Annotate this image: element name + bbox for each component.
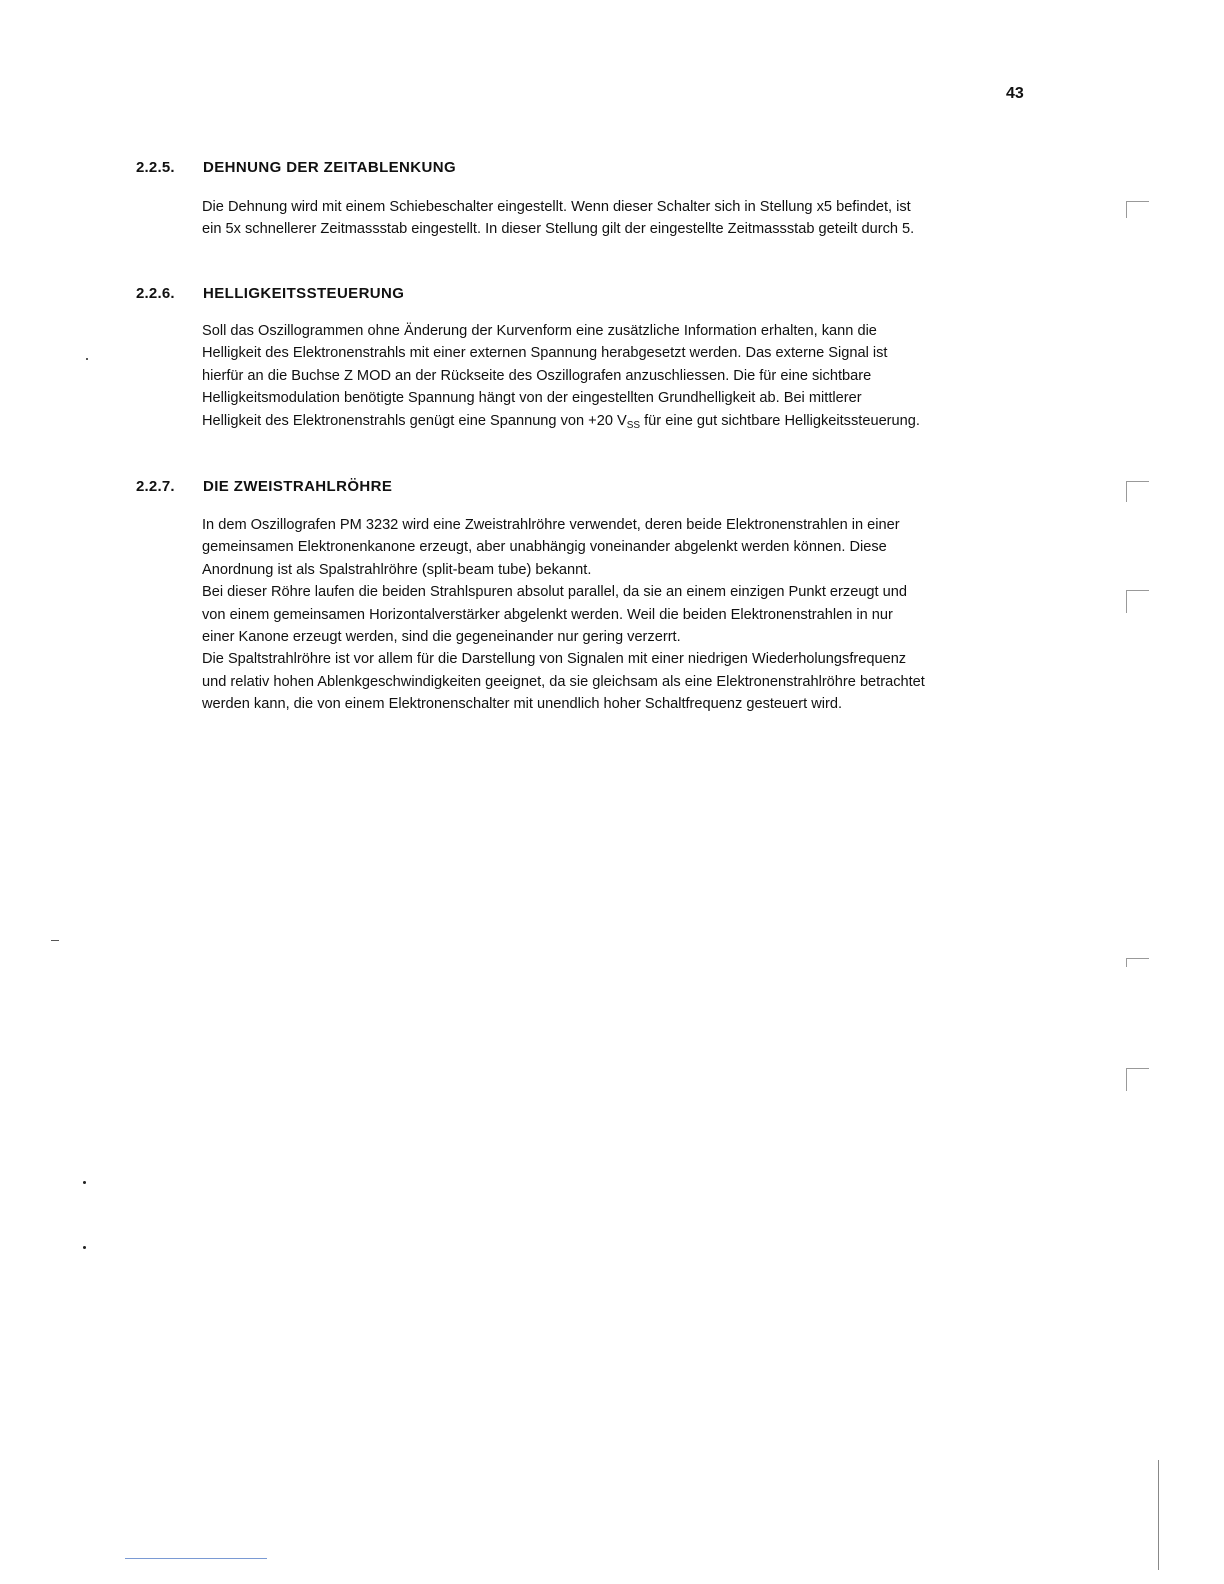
body-line: Die Dehnung wird mit einem Schiebeschalter eingestellt. Wenn dieser Schalter sich in Stellung x5 befindet, ist: [202, 199, 911, 215]
section-body: [202, 196, 1042, 241]
body-line: [202, 410, 1042, 437]
body-line: Bei dieser Röhre laufen die beiden Strahlspuren absolut parallel, da sie an einem einzigen Punkt erzeugt und: [202, 584, 908, 601]
scan-dot: [83, 1246, 86, 1249]
scan-dot: [83, 1181, 86, 1184]
body-line: Soll das Oszillogrammen ohne Änderung der Kurvenform eine zusätzliche Information erhalten, kann die: [202, 323, 877, 339]
section-body: [202, 514, 1042, 716]
scan-edge: [1158, 1460, 1159, 1570]
scan-bracket: [1126, 958, 1149, 967]
section-number: 2.2.6.: [136, 285, 175, 302]
footnote-rule: [125, 1558, 267, 1559]
section-title: DEHNUNG DER ZEITABLENKUNG: [203, 159, 457, 176]
voltage-subscript: SS: [626, 419, 641, 431]
section-title: DIE ZWEISTRAHLRÖHRE: [203, 478, 393, 495]
page-number: 43: [1006, 85, 1024, 102]
body-line: werden kann, die von einem Elektronenschalter mit unendlich hoher Schaltfrequenz gesteuert wird.: [202, 696, 843, 713]
section-number: 2.2.7.: [136, 478, 175, 495]
body-line: In dem Oszillografen PM 3232 wird eine Zweistrahlröhre verwendet, deren beide Elektronenstrahlen in einer: [202, 517, 900, 533]
body-line: ein 5x schnellerer Zeitmassstab eingestellt. In dieser Stellung gilt der eingestellte Zeitmassstab geteilt durch 5.: [202, 221, 915, 238]
body-text: für eine gut sichtbare Helligkeitssteuerung.: [640, 412, 920, 429]
scan-dot: [86, 358, 88, 360]
body-line: von einem gemeinsamen Horizontalverstärker abgelenkt werden. Weil die beiden Elektronenstrahlen in nur: [202, 606, 893, 623]
body-line: Helligkeitsmodulation benötigte Spannung hängt von der eingestellten Grundhelligkeit ab. Bei mittlerer: [202, 390, 862, 407]
body-line: Helligkeit des Elektronenstrahls mit einer externen Spannung herabgesetzt werden. Das externe Signal ist: [202, 345, 888, 362]
section-number: 2.2.5.: [136, 159, 175, 176]
scan-mark: [51, 940, 59, 941]
body-line: Die Spaltstrahlröhre ist vor allem für die Darstellung von Signalen mit einer niedrigen Wiederholungsfrequenz: [202, 651, 907, 668]
body-line: hierfür an die Buchse Z MOD an der Rückseite des Oszillografen anzuschliessen. Die für eine sichtbare: [202, 367, 872, 384]
scan-bracket: [1126, 1068, 1149, 1091]
body-line: Anordnung ist als Spalstrahlröhre (split-beam tube) bekannt.: [202, 561, 592, 578]
section-title: HELLIGKEITSSTEUERUNG: [203, 285, 405, 302]
body-line: gemeinsamen Elektronenkanone erzeugt, aber unabhängig voneinander abgelenkt werden können. Diese: [202, 539, 887, 556]
section-body: [202, 320, 1042, 437]
scan-bracket: [1126, 590, 1149, 613]
body-line: und relativ hohen Ablenkgeschwindigkeiten geeignet, da sie gleichsam als eine Elektronenstrahlröhre betrachtet: [202, 673, 925, 690]
body-line: einer Kanone erzeugt werden, sind die gegeneinander nur gering verzerrt.: [202, 629, 681, 646]
body-text: Helligkeit des Elektronenstrahls genügt eine Spannung von +20 V: [202, 412, 627, 429]
scan-bracket: [1126, 481, 1149, 502]
scan-bracket: [1126, 201, 1149, 218]
